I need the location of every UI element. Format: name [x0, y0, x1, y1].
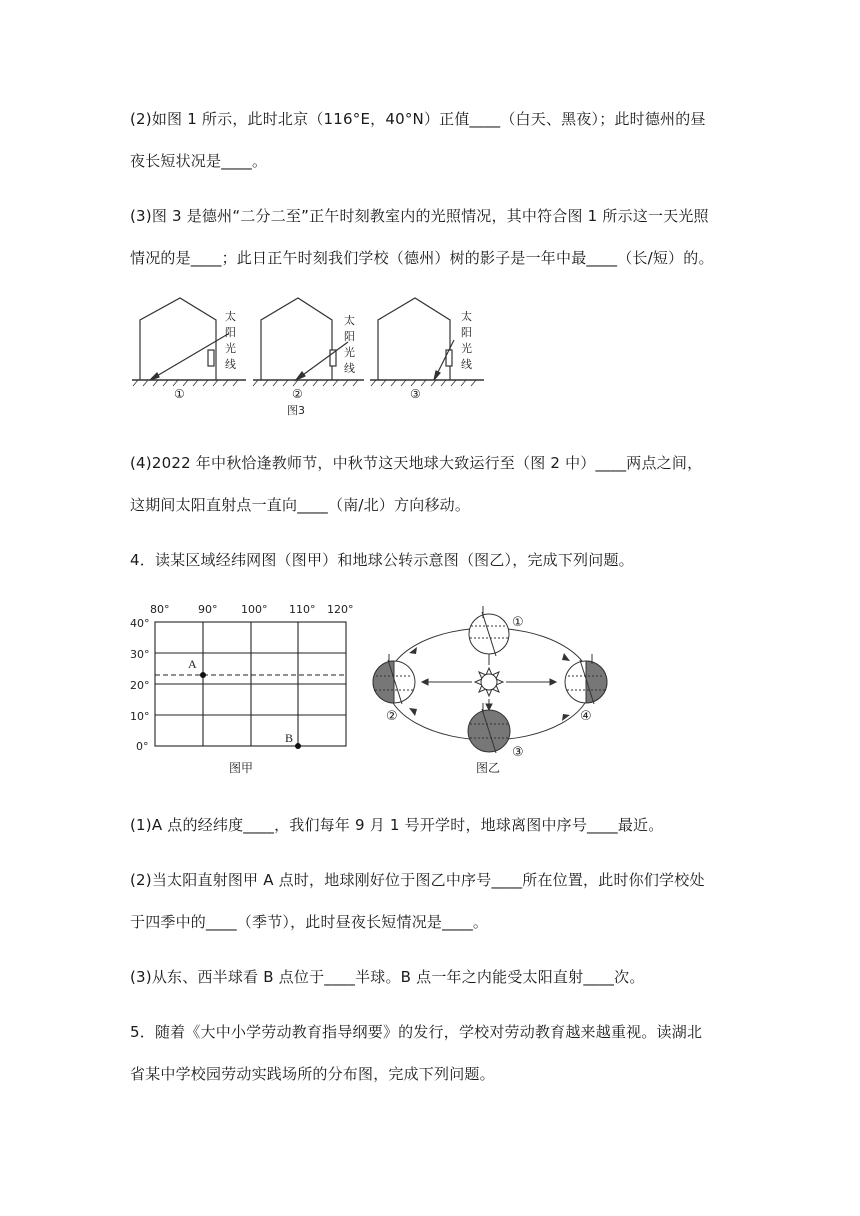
position-number-1: ①	[512, 615, 524, 630]
figure-jia-caption: 图甲	[229, 761, 254, 775]
figure-3-caption: 图3	[287, 404, 305, 417]
q5-line2: 省某中学校园劳动实践场所的分布图，完成下列问题。	[130, 1065, 495, 1083]
point-a-label: A	[188, 657, 197, 671]
point-b-label: B	[285, 731, 294, 745]
position-number-2: ②	[386, 709, 398, 724]
classroom-number-1: ①	[174, 387, 185, 401]
classroom-number-3: ③	[410, 387, 421, 401]
longitude-label: 80°	[150, 603, 170, 616]
q4-part1: (1)A 点的经纬度____，我们每年 9 月 1 号开学时，地球离图中序号____最近。	[130, 816, 664, 834]
longitude-label: 110°	[289, 603, 316, 616]
q4-part2-line2: 于四季中的____（季节），此时昼夜长短情况是____。	[130, 913, 489, 931]
q3-part4-line2: 这期间太阳直射点一直向____（南/北）方向移动。	[130, 496, 471, 514]
q4-stem: 4．读某区域经纬网图（图甲）和地球公转示意图（图乙），完成下列问题。	[130, 551, 634, 569]
longitude-labels	[150, 603, 354, 616]
point-a-marker	[200, 672, 206, 678]
q4-part2-line1: (2)当太阳直射图甲 A 点时，地球刚好位于图乙中序号____所在位置，此时你们学校处	[130, 871, 705, 889]
earth-position-1	[469, 606, 509, 656]
longitude-label: 120°	[327, 603, 354, 616]
sun-label-char-1: 太	[461, 310, 472, 323]
sun-label-char-3: 光	[344, 346, 355, 359]
earth-position-3	[468, 703, 510, 753]
sun-label-char-3: 光	[461, 342, 472, 355]
earth-position-4	[565, 654, 607, 704]
latitude-label: 10°	[130, 710, 150, 723]
figure-jia-graticule	[128, 600, 368, 782]
q3-part3-line1: (3)图 3 是德州“二分二至”正午时刻教室内的光照情况，其中符合图 1 所示这一天光照	[130, 207, 709, 225]
latitude-label: 20°	[130, 679, 150, 692]
position-number-3: ③	[512, 745, 524, 760]
figure-3-classrooms	[128, 292, 498, 420]
latitude-label: 0°	[136, 740, 149, 753]
q4-part3: (3)从东、西半球看 B 点位于____半球。B 点一年之内能受太阳直射____次。	[130, 968, 645, 986]
sun-icon	[475, 668, 503, 696]
latitude-label: 40°	[130, 617, 150, 630]
sun-label-char-2: 阳	[225, 326, 236, 339]
classroom-number-2: ②	[292, 387, 303, 401]
sun-label-char-2: 阳	[461, 326, 472, 339]
q5-line1: 5．随着《大中小学劳动教育指导纲要》的发行，学校对劳动教育越来越重视。读湖北	[130, 1023, 703, 1041]
sun-label-char-1: 太	[225, 310, 236, 323]
q3-part2-line2: 夜长短状况是____。	[130, 152, 268, 170]
position-number-4: ④	[580, 709, 592, 724]
q3-part3-line2: 情况的是____；此日正午时刻我们学校（德州）树的影子是一年中最____（长/短）的。	[130, 249, 714, 267]
sun-label-char-4: 线	[225, 358, 236, 371]
q3-part2-line1: (2)如图 1 所示，此时北京（116°E，40°N）正值____（白天、黑夜）；此时德州的昼	[130, 110, 706, 128]
sun-label-char-4: 线	[461, 358, 472, 371]
latitude-label: 30°	[130, 648, 150, 661]
point-b-marker	[295, 743, 301, 749]
sun-label-char-4: 线	[344, 362, 355, 375]
earth-position-2	[373, 654, 415, 704]
sun-label-char-2: 阳	[344, 330, 355, 343]
latitude-labels	[130, 617, 150, 753]
longitude-label: 100°	[241, 603, 268, 616]
grid-lines	[155, 622, 346, 746]
sun-label-char-3: 光	[225, 342, 236, 355]
q3-part4-line1: (4)2022 年中秋恰逢教师节，中秋节这天地球大致运行至（图 2 中）____两点之间，	[130, 454, 703, 472]
sun-label-char-1: 太	[344, 314, 355, 327]
figure-yi-caption: 图乙	[476, 761, 501, 775]
figure-yi-revolution	[366, 598, 618, 782]
longitude-label: 90°	[198, 603, 218, 616]
